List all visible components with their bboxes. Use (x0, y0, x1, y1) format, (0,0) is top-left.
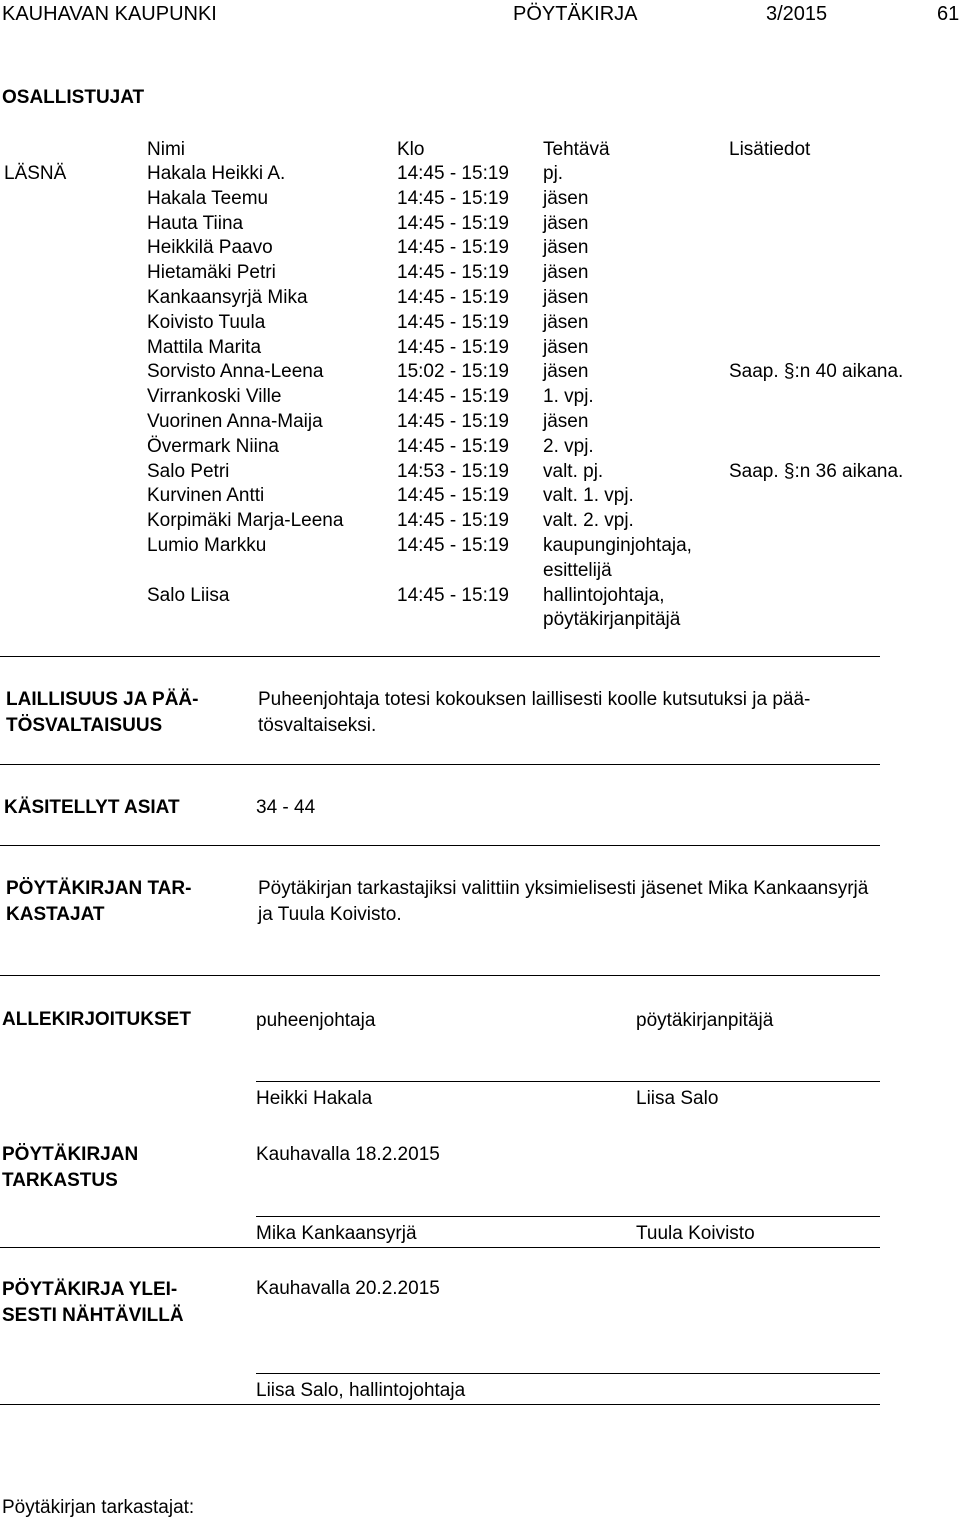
attendee-time: 14:45 - 15:19 (397, 163, 509, 184)
divider (0, 656, 880, 657)
attendee-name: Korpimäki Marja-Leena (147, 510, 344, 532)
attendees-title: OSALLISTUJAT (2, 87, 145, 108)
attendee-name: Vuorinen Anna-Maija (147, 411, 323, 432)
divider (0, 1247, 880, 1248)
divider (0, 764, 880, 765)
attendee-name: Heikkilä Paavo (147, 237, 273, 259)
legality-label-line2: TÖSVALTAISUUS (6, 715, 163, 736)
reviewers-label-line1: PÖYTÄKIRJAN TAR- (6, 878, 192, 899)
attendee-role: jäsen (543, 287, 589, 308)
attendee-time: 14:45 - 15:19 (397, 212, 509, 234)
signature-line (256, 1216, 880, 1217)
attendee-role-continued: esittelijä (543, 559, 612, 581)
public-label (2, 1277, 184, 1329)
attendee-name: Kurvinen Antti (147, 485, 265, 507)
signature-name-chair: Heikki Hakala (256, 1088, 373, 1109)
table-row (0, 162, 960, 186)
municipality-name: KAUHAVAN KAUPUNKI (2, 3, 217, 25)
footer-reviewers-label: Pöytäkirjan tarkastajat: (2, 1497, 195, 1518)
attendee-name: Salo Petri (147, 460, 230, 482)
attendee-role: jäsen (543, 212, 589, 234)
reviewers-text-line1: Pöytäkirjan tarkastajiksi valittiin yksimielisesti jäsenet Mika Kankaansyrjä (258, 878, 869, 899)
attendee-role: valt. 2. vpj. (543, 510, 634, 532)
attendee-time: 15:02 - 15:19 (397, 361, 509, 383)
attendee-name: Kankaansyrjä Mika (147, 287, 308, 308)
attendee-role-continued: pöytäkirjanpitäjä (543, 609, 681, 631)
legality-label (6, 687, 198, 739)
attendee-role: jäsen (543, 411, 589, 432)
attendee-time: 14:45 - 15:19 (397, 411, 509, 432)
attendee-time: 14:45 - 15:19 (397, 510, 509, 532)
handled-label: KÄSITELLYT ASIAT (4, 797, 180, 818)
attendee-name: Sorvisto Anna-Leena (147, 361, 324, 383)
attendee-name: Övermark Niina (147, 435, 279, 457)
attendee-name: Hakala Heikki A. (147, 163, 286, 184)
attendee-info: Saap. §:n 36 aikana. (729, 460, 904, 482)
public-label-line2: SESTI NÄHTÄVILLÄ (2, 1305, 184, 1326)
attendee-time: 14:45 - 15:19 (397, 485, 509, 507)
attendee-role: pj. (543, 163, 564, 184)
attendee-role: jäsen (543, 336, 589, 358)
attendee-info: Saap. §:n 40 aikana. (729, 361, 904, 383)
review-label (2, 1142, 138, 1194)
issue-number: 3/2015 (766, 3, 828, 25)
table-row (0, 261, 960, 285)
legality-text-line1: Puheenjohtaja totesi kokouksen laillisesti koolle kutsutuksi ja pää- (258, 689, 811, 710)
reviewer-1-name: Mika Kankaansyrjä (256, 1223, 417, 1244)
legality-text (258, 687, 958, 739)
attendee-time: 14:45 - 15:19 (397, 237, 509, 259)
table-row (0, 460, 960, 484)
present-label: LÄSNÄ (4, 163, 67, 184)
table-row (0, 286, 960, 310)
attendee-time: 14:45 - 15:19 (397, 584, 509, 606)
signatures-label: ALLEKIRJOITUKSET (2, 1009, 191, 1030)
table-row (0, 385, 960, 409)
attendee-time: 14:45 - 15:19 (397, 262, 509, 284)
attendee-name: Lumio Markku (147, 535, 267, 556)
table-row (0, 584, 960, 631)
signature-role-secretary: pöytäkirjanpitäjä (636, 1010, 774, 1031)
divider (0, 845, 880, 846)
legality-text-line2: tösvaltaiseksi. (258, 715, 377, 736)
attendee-role: kaupunginjohtaja, (543, 535, 692, 556)
attendee-role: 1. vpj. (543, 386, 594, 408)
review-label-line1: PÖYTÄKIRJAN (2, 1144, 139, 1165)
attendee-role: valt. pj. (543, 460, 604, 482)
reviewers-text (258, 876, 958, 928)
attendee-time: 14:45 - 15:19 (397, 535, 509, 556)
attendee-time: 14:45 - 15:19 (397, 435, 509, 457)
attendee-role: hallintojohtaja, (543, 584, 665, 606)
attendee-name: Koivisto Tuula (147, 311, 266, 333)
table-row (0, 435, 960, 459)
divider (0, 975, 880, 976)
reviewers-label (6, 876, 191, 928)
column-header-name: Nimi (147, 139, 185, 160)
table-row (0, 236, 960, 260)
attendee-time: 14:53 - 15:19 (397, 460, 509, 482)
attendee-name: Virrankoski Ville (147, 386, 282, 408)
signature-name-secretary: Liisa Salo (636, 1088, 719, 1109)
review-place-date: Kauhavalla 18.2.2015 (256, 1144, 440, 1165)
attendee-role: jäsen (543, 311, 589, 333)
signature-line (256, 1081, 880, 1082)
public-label-line1: PÖYTÄKIRJA YLEI- (2, 1279, 178, 1300)
divider (0, 1404, 880, 1405)
attendee-role: jäsen (543, 237, 589, 259)
signature-line (256, 1373, 880, 1374)
public-place-date: Kauhavalla 20.2.2015 (256, 1278, 440, 1299)
attendees-column-headers (0, 138, 960, 162)
public-signer: Liisa Salo, hallintojohtaja (256, 1380, 466, 1401)
column-header-info: Lisätiedot (729, 139, 811, 160)
table-row (0, 311, 960, 335)
attendee-name: Mattila Marita (147, 336, 262, 358)
table-row (0, 484, 960, 508)
attendee-name: Hietamäki Petri (147, 262, 276, 284)
table-row (0, 212, 960, 236)
signature-role-chair: puheenjohtaja (256, 1010, 376, 1031)
attendee-role: valt. 1. vpj. (543, 485, 634, 507)
attendee-time: 14:45 - 15:19 (397, 336, 509, 358)
table-row (0, 534, 960, 581)
attendee-time: 14:45 - 15:19 (397, 187, 509, 209)
document-type: PÖYTÄKIRJA (513, 3, 638, 25)
attendee-time: 14:45 - 15:19 (397, 386, 509, 408)
legality-label-line1: LAILLISUUS JA PÄÄ- (6, 689, 199, 710)
column-header-time: Klo (397, 139, 425, 160)
column-header-role: Tehtävä (543, 139, 610, 160)
page-number: 61 (937, 3, 960, 25)
attendee-time: 14:45 - 15:19 (397, 311, 509, 333)
attendee-role: jäsen (543, 187, 589, 209)
attendee-role: jäsen (543, 361, 589, 383)
table-row (0, 336, 960, 360)
table-row (0, 509, 960, 533)
reviewers-text-line2: ja Tuula Koivisto. (258, 904, 402, 925)
table-row (0, 187, 960, 211)
review-label-line2: TARKASTUS (2, 1170, 118, 1191)
document-header (0, 2, 960, 28)
table-row (0, 360, 960, 384)
table-row (0, 410, 960, 434)
attendee-time: 14:45 - 15:19 (397, 287, 509, 308)
handled-value: 34 - 44 (256, 797, 316, 818)
attendee-name: Salo Liisa (147, 584, 230, 606)
attendee-name: Hakala Teemu (147, 187, 269, 209)
reviewer-2-name: Tuula Koivisto (636, 1223, 755, 1244)
attendee-role: 2. vpj. (543, 435, 594, 457)
attendee-name: Hauta Tiina (147, 212, 244, 234)
reviewers-label-line2: KASTAJAT (6, 904, 105, 925)
attendee-role: jäsen (543, 262, 589, 284)
